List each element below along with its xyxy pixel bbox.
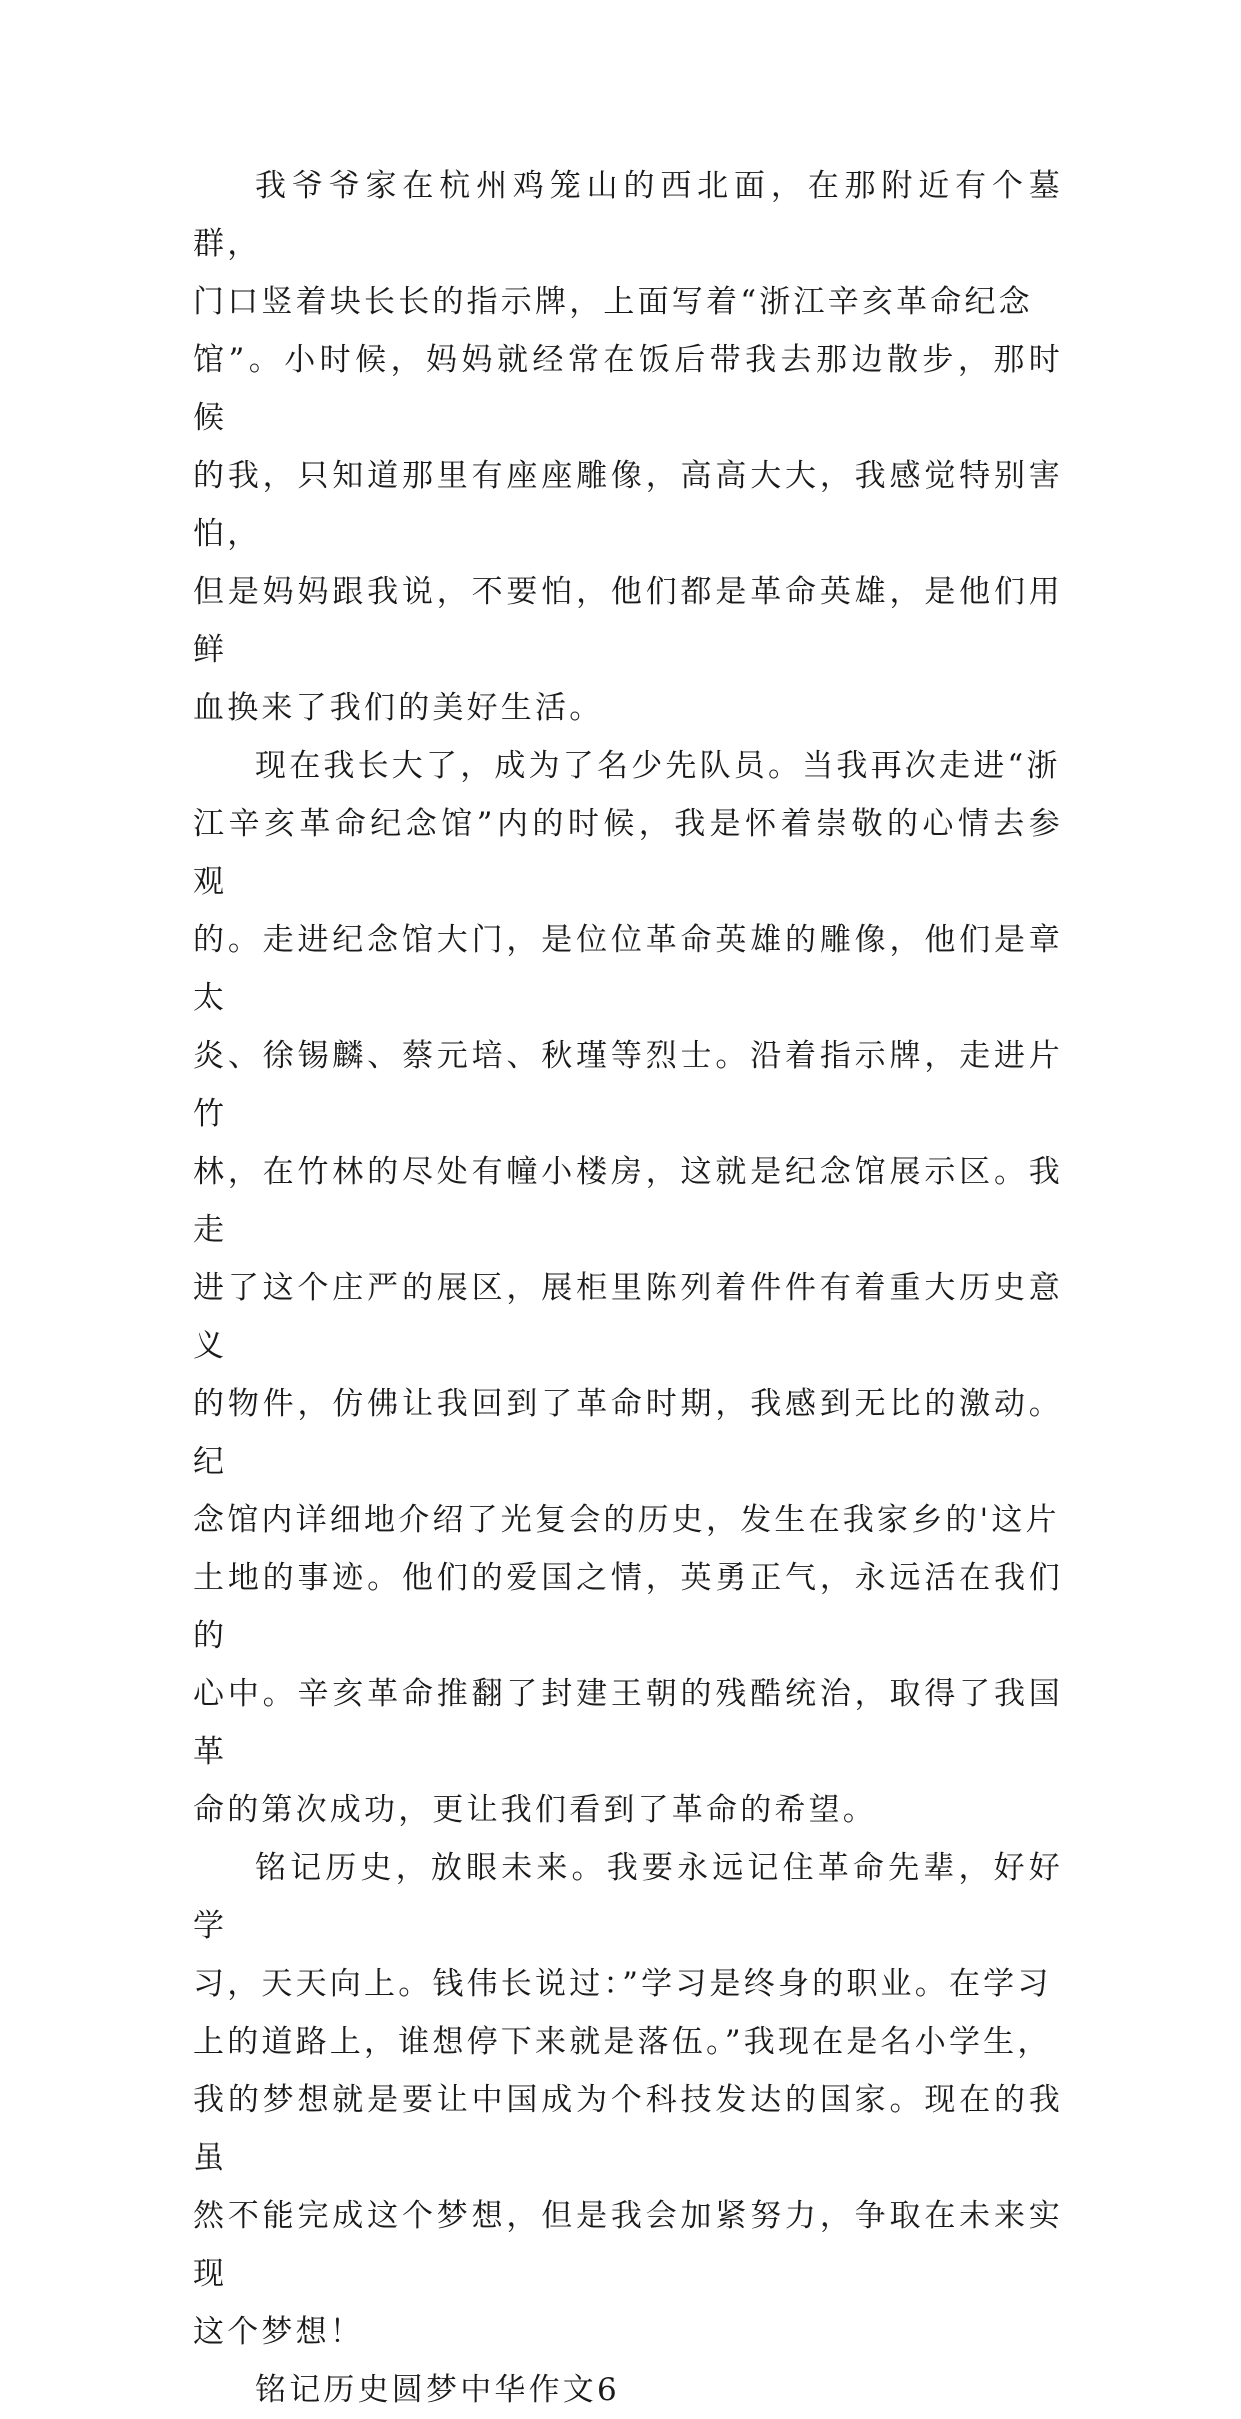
paragraph-line: 的物件，仿佛让我回到了革命时期，我感到无比的激动。纪 [193, 1386, 1063, 1480]
paragraph-1 [193, 157, 1063, 737]
paragraph-line: 的。走进纪念馆大门，是位位革命英雄的雕像，他们是章太 [193, 922, 1063, 1016]
document-body [193, 157, 1063, 2419]
paragraph-line: 铭记历史，放眼未来。我要永远记住革命先辈，好好学 [193, 1850, 1063, 1944]
paragraph-line: 然不能完成这个梦想，但是我会加紧努力，争取在未来实现 [193, 2198, 1063, 2292]
paragraph-line: 习，天天向上。钱伟长说过：”学习是终身的职业。在学习 [193, 1966, 1052, 2002]
paragraph-line: 这个梦想！ [193, 2314, 364, 2350]
paragraph-line: 但是妈妈跟我说，不要怕，他们都是革命英雄，是他们用鲜 [193, 574, 1063, 668]
paragraph-line: 我的梦想就是要让中国成为个科技发达的国家。现在的我虽 [193, 2082, 1063, 2176]
paragraph-line: 念馆内详细地介绍了光复会的历史，发生在我家乡的'这片 [193, 1502, 1060, 1538]
paragraph-line: 血换来了我们的美好生活。 [193, 690, 604, 726]
paragraph-line: 馆”。小时候，妈妈就经常在饭后带我去那边散步，那时候 [193, 342, 1063, 436]
paragraph-line: 上的道路上，谁想停下来就是落伍。”我现在是名小学生， [193, 2024, 1052, 2060]
paragraph-line: 我爷爷家在杭州鸡笼山的西北面，在那附近有个墓群， [193, 168, 1063, 262]
paragraph-line: 命的第次成功，更让我们看到了革命的希望。 [193, 1792, 877, 1828]
paragraph-line: 门口竖着块长长的指示牌，上面写着“浙江辛亥革命纪念 [193, 284, 1033, 320]
paragraph-line: 的我，只知道那里有座座雕像，高高大大，我感觉特别害怕， [193, 458, 1063, 552]
paragraph-line: 炎、徐锡麟、蔡元培、秋瑾等烈士。沿着指示牌，走进片竹 [193, 1038, 1063, 1132]
paragraph-2 [193, 737, 1063, 1839]
paragraph-3 [193, 1839, 1063, 2361]
paragraph-line: 心中。辛亥革命推翻了封建王朝的残酷统治，取得了我国革 [193, 1676, 1063, 1770]
paragraph-line: 江辛亥革命纪念馆”内的时候，我是怀着崇敬的心情去参观 [193, 806, 1063, 900]
paragraph-line: 林，在竹林的尽处有幢小楼房，这就是纪念馆展示区。我走 [193, 1154, 1063, 1248]
paragraph-line: 现在我长大了，成为了名少先队员。当我再次走进“浙 [255, 748, 1061, 784]
paragraph-line: 进了这个庄严的展区，展柜里陈列着件件有着重大历史意义 [193, 1270, 1063, 1364]
section-heading: 铭记历史圆梦中华作文6 [255, 2372, 620, 2408]
paragraph-line: 土地的事迹。他们的爱国之情，英勇正气，永远活在我们的 [193, 1560, 1063, 1654]
